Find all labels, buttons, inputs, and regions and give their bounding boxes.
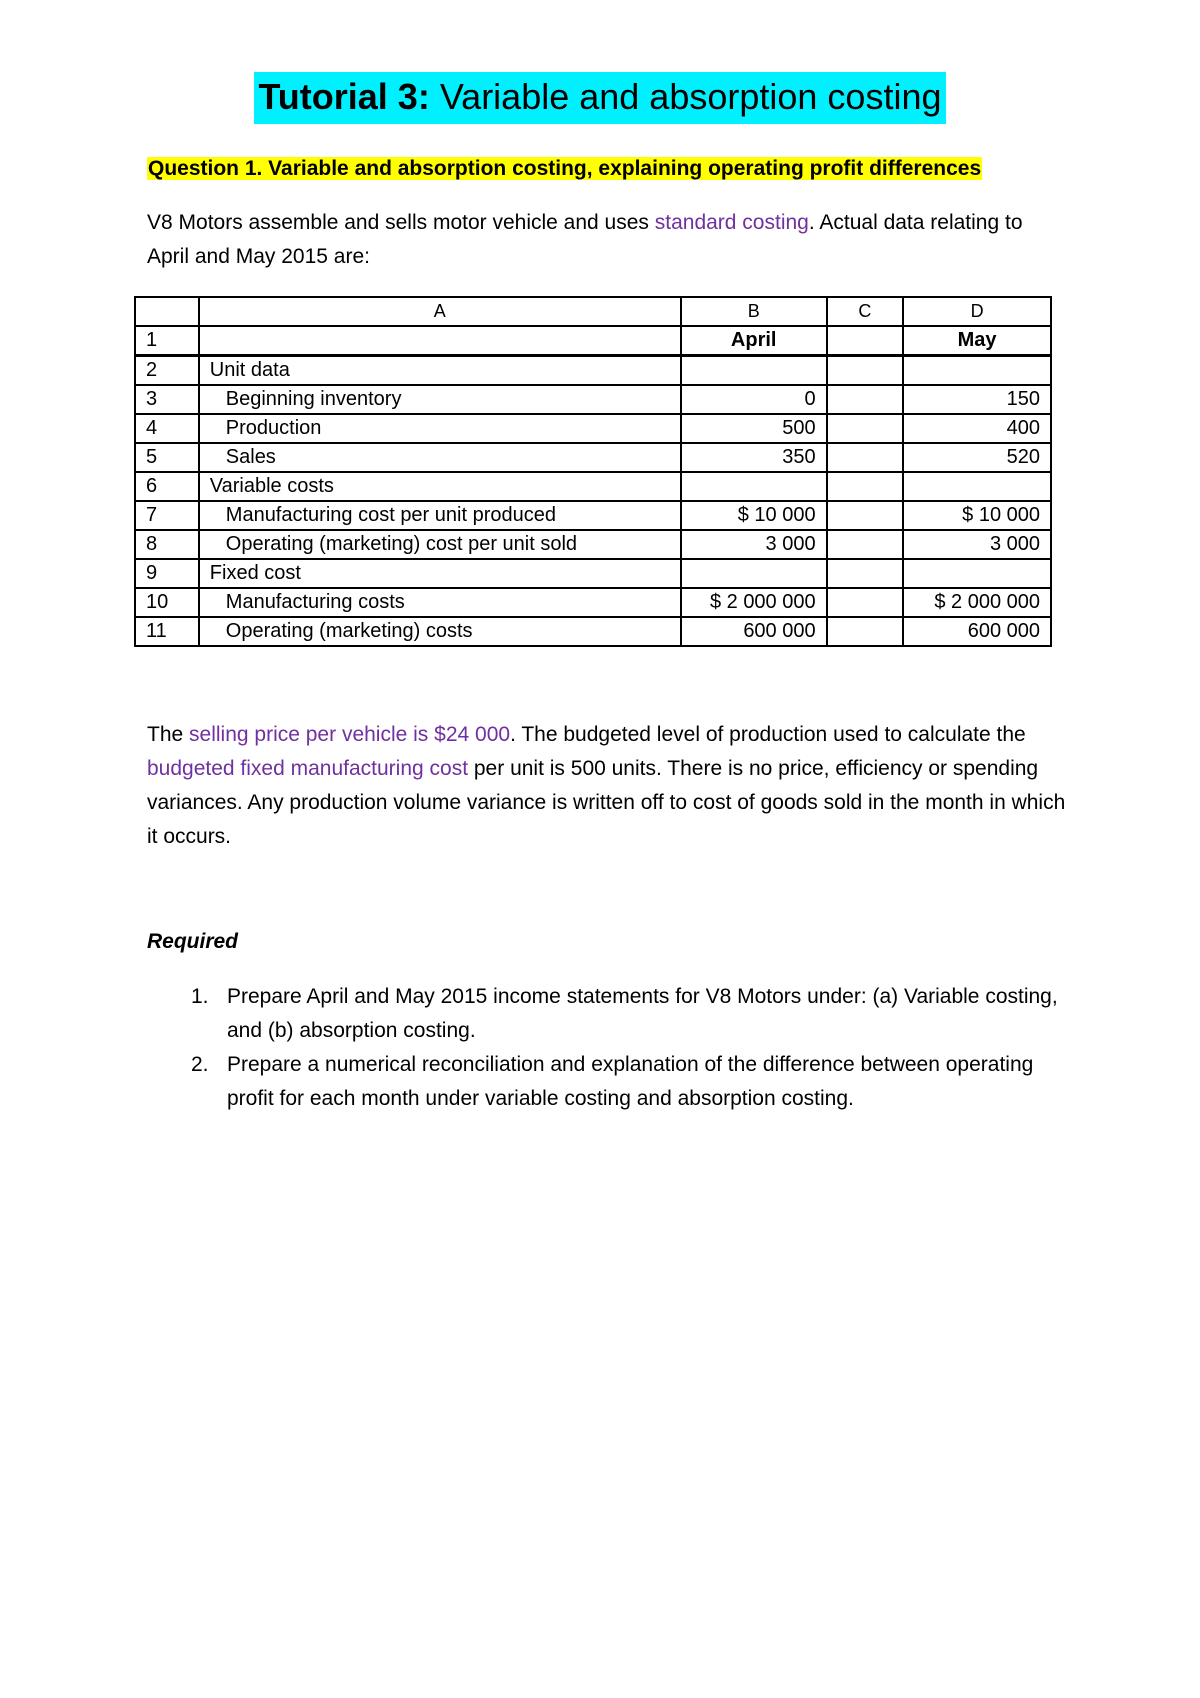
header-april: April	[681, 326, 827, 356]
pricing-text-3: per unit is 500 units. There is no price, efficiency or spending variances. Any production volume variance is written off to cost of goods sold in the month in which it occurs.	[147, 757, 1066, 848]
april-value: $ 10 000	[681, 501, 827, 530]
required-item	[147, 1048, 1067, 1116]
pricing-text-2: . The budgeted level of production used to calculate the	[510, 723, 1026, 746]
column-c-cell	[827, 385, 904, 414]
table-row	[135, 501, 1051, 530]
row-number: 7	[135, 501, 199, 530]
col-letter-a: A	[199, 297, 681, 326]
table-row	[135, 385, 1051, 414]
may-value: $ 2 000 000	[903, 588, 1051, 617]
row-number: 9	[135, 559, 199, 588]
row-label: Beginning inventory	[199, 385, 681, 414]
april-value: $ 2 000 000	[681, 588, 827, 617]
question-heading: Question 1. Variable and absorption costing, explaining operating profit differences	[148, 157, 982, 180]
title-container	[0, 72, 1200, 124]
col-letter-b: B	[681, 297, 827, 326]
row-number: 3	[135, 385, 199, 414]
column-c-cell	[827, 356, 904, 386]
row-label: Variable costs	[199, 472, 681, 501]
april-value	[681, 356, 827, 386]
may-value: 600 000	[903, 617, 1051, 646]
header-c	[827, 326, 904, 356]
row-number: 5	[135, 443, 199, 472]
april-value: 600 000	[681, 617, 827, 646]
title-part-1: Tutorial 3:	[258, 76, 430, 117]
data-table	[134, 296, 1052, 647]
header-label-cell	[199, 326, 681, 356]
data-table-body	[135, 297, 1051, 646]
row-number: 8	[135, 530, 199, 559]
april-value: 350	[681, 443, 827, 472]
may-value: 3 000	[903, 530, 1051, 559]
row-label: Sales	[199, 443, 681, 472]
row-number: 1	[135, 326, 199, 356]
table-row	[135, 472, 1051, 501]
table-row	[135, 414, 1051, 443]
col-letter-d: D	[903, 297, 1051, 326]
item-number: 1.	[191, 985, 209, 1008]
pricing-highlight-1: selling price per vehicle is $24 000	[189, 723, 511, 746]
item-number: 2.	[191, 1053, 209, 1076]
pricing-paragraph	[147, 718, 1067, 854]
april-value: 3 000	[681, 530, 827, 559]
may-value: 150	[903, 385, 1051, 414]
header-may: May	[903, 326, 1051, 356]
pricing-text-1: The	[147, 723, 190, 746]
table-row	[135, 588, 1051, 617]
april-value	[681, 472, 827, 501]
page-title	[254, 72, 945, 124]
column-c-cell	[827, 472, 904, 501]
row-number: 4	[135, 414, 199, 443]
column-c-cell	[827, 617, 904, 646]
pricing-highlight-2: budgeted fixed manufacturing cost	[147, 757, 469, 780]
april-value: 500	[681, 414, 827, 443]
item-text: Prepare a numerical reconciliation and explanation of the difference between operating profit for each month under variable costing and absorption costing.	[227, 1053, 1034, 1110]
item-text: Prepare April and May 2015 income statements for V8 Motors under: (a) Variable costing, and (b) absorption costing.	[227, 985, 1058, 1042]
table-row	[135, 559, 1051, 588]
intro-text-after: . Actual data relating to April and May 2015 are:	[147, 211, 1023, 268]
column-c-cell	[827, 588, 904, 617]
header-row	[135, 326, 1051, 356]
row-number: 10	[135, 588, 199, 617]
intro-paragraph	[147, 206, 1067, 274]
intro-highlight-term: standard costing	[654, 211, 809, 234]
may-value	[903, 472, 1051, 501]
table-row	[135, 356, 1051, 386]
required-heading: Required	[147, 930, 239, 953]
col-letter-c: C	[827, 297, 904, 326]
row-label: Operating (marketing) costs	[199, 617, 681, 646]
row-number: 11	[135, 617, 199, 646]
row-label: Manufacturing cost per unit produced	[199, 501, 681, 530]
row-label: Manufacturing costs	[199, 588, 681, 617]
may-value	[903, 356, 1051, 386]
may-value: 520	[903, 443, 1051, 472]
row-number: 2	[135, 356, 199, 386]
question-heading-line	[147, 155, 982, 183]
intro-text-before: V8 Motors assemble and sells motor vehicle and uses	[147, 211, 655, 234]
table-row	[135, 443, 1051, 472]
table-row	[135, 530, 1051, 559]
required-list	[147, 980, 1067, 1116]
row-number: 6	[135, 472, 199, 501]
title-part-2: Variable and absorption costing	[429, 76, 942, 117]
row-label: Unit data	[199, 356, 681, 386]
column-c-cell	[827, 501, 904, 530]
row-label: Production	[199, 414, 681, 443]
column-letter-row	[135, 297, 1051, 326]
column-c-cell	[827, 443, 904, 472]
table-row	[135, 617, 1051, 646]
column-c-cell	[827, 530, 904, 559]
may-value: 400	[903, 414, 1051, 443]
may-value	[903, 559, 1051, 588]
row-label: Operating (marketing) cost per unit sold	[199, 530, 681, 559]
row-label: Fixed cost	[199, 559, 681, 588]
column-c-cell	[827, 559, 904, 588]
may-value: $ 10 000	[903, 501, 1051, 530]
required-item	[147, 980, 1067, 1048]
april-value: 0	[681, 385, 827, 414]
column-c-cell	[827, 414, 904, 443]
corner-cell	[135, 297, 199, 326]
april-value	[681, 559, 827, 588]
